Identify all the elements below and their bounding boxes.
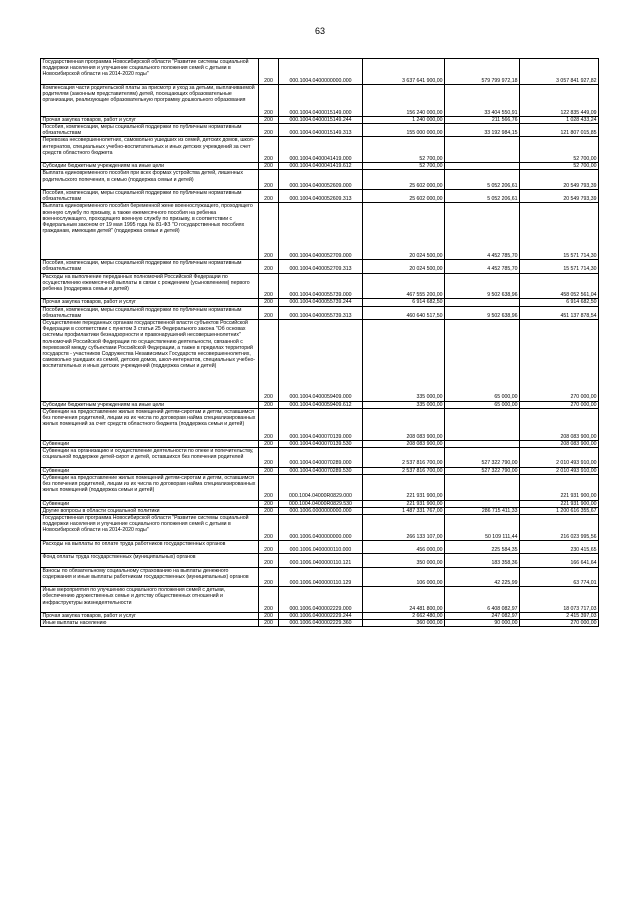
row-name-cell: Пособия, компенсации, меры социальной поддержки по публичным нормативным обязательствам <box>41 306 259 319</box>
row-name-cell: Перевозка несовершеннолетних, самовольно ушедших из семей, детских домов, школ-интернатов, специальных учебно-воспитательных и иных детских учреждений за счет средств областного бюджета <box>41 137 259 163</box>
row-executed-cell: 286 715 411,33 <box>445 507 520 514</box>
row-approved-cell: 20 024 500,00 <box>363 203 445 260</box>
row-budget-code-cell: 000.1004.04000R0829.530 <box>279 500 363 507</box>
row-name-cell: Иные выплаты населению <box>41 620 259 627</box>
table-row <box>41 467 599 474</box>
row-unexecuted-cell: 451 137 878,54 <box>520 306 599 319</box>
budget-execution-table <box>40 58 599 627</box>
row-budget-code-cell: 000.1006.0400000110.121 <box>279 554 363 567</box>
table-row <box>41 190 599 203</box>
row-approved-cell: 155 000 000,00 <box>363 124 445 137</box>
row-name-cell: Субвенции <box>41 467 259 474</box>
row-budget-code-cell: 000.1004.0400070139.530 <box>279 440 363 447</box>
row-executed-cell: 4 452 785,70 <box>445 203 520 260</box>
row-executed-cell: 50 109 111,44 <box>445 515 520 541</box>
row-unexecuted-cell: 1 028 433,24 <box>520 116 599 123</box>
row-budget-code-cell: 000.1004.0400055739.244 <box>279 299 363 306</box>
table-row <box>41 306 599 319</box>
row-budget-code-cell: 000.1004.0400052609.313 <box>279 190 363 203</box>
row-line-code-cell: 200 <box>259 540 279 553</box>
row-budget-code-cell: 000.1006.0400000110.000 <box>279 540 363 553</box>
row-unexecuted-cell: 6 914 682,50 <box>520 299 599 306</box>
row-executed-cell: 9 502 638,96 <box>445 273 520 299</box>
row-approved-cell: 456 000,00 <box>363 540 445 553</box>
row-name-cell: Осуществление переданных органам государственной власти субъектов Российской Федерации в соответствии с пунктом 3 статьи 25 Федерального закона "Об основах системы профилактики безнадзорности и правонарушений несовершеннолетних" полномочий Российской Федерации по осуществлению деятельности, связанной с перевозкой между субъектами Российской Федерации, а также в пределах территорий государств - участников Содружества Независимых Государств несовершеннолетних, самовольно ушедших из семей, детских домов, школ-интернатов, специальных учебно-воспитательных и иных детских учреждений (поддержка семьи и детей) <box>41 320 259 402</box>
row-budget-code-cell: 000.1004.0400070289.000 <box>279 448 363 468</box>
table-row <box>41 124 599 137</box>
table-row <box>41 448 599 468</box>
table-row <box>41 408 599 440</box>
row-approved-cell: 106 000,00 <box>363 567 445 587</box>
row-unexecuted-cell: 166 641,64 <box>520 554 599 567</box>
row-approved-cell: 221 931 900,00 <box>363 474 445 500</box>
row-line-code-cell: 200 <box>259 507 279 514</box>
row-approved-cell: 335 000,00 <box>363 320 445 402</box>
row-unexecuted-cell: 270 000,00 <box>520 401 599 408</box>
row-unexecuted-cell: 208 083 900,00 <box>520 440 599 447</box>
row-executed-cell: 183 358,36 <box>445 554 520 567</box>
row-approved-cell: 467 555 200,00 <box>363 273 445 299</box>
row-budget-code-cell: 000.1004.0400052709.000 <box>279 203 363 260</box>
row-approved-cell: 266 133 107,00 <box>363 515 445 541</box>
row-name-cell: Субвенции на предоставление жилых помещений детям-сиротам и детям, оставшимся без попечения родителей, лицам из их числа по договорам найма специализированных жилых помещений за счет средств областного бюджета (поддержка семьи и детей) <box>41 408 259 440</box>
row-line-code-cell: 200 <box>259 163 279 170</box>
row-approved-cell: 52 700,00 <box>363 163 445 170</box>
row-executed-cell <box>445 440 520 447</box>
row-name-cell: Другие вопросы в области социальной политики <box>41 507 259 514</box>
row-budget-code-cell: 000.1004.0400052609.000 <box>279 170 363 190</box>
row-budget-code-cell: 000.1004.0400015149.000 <box>279 84 363 116</box>
row-name-cell: Выплата единовременного пособия беременной жене военнослужащего, проходящего военную службу по призыву, а также ежемесячного пособия на ребенка военнослужащего, проходящего военную службу по призыву, в соответствии с Федеральным законом от 19 мая 1995 года № 81-ФЗ "О государственных пособиях гражданам, имеющим детей" (поддержка семьи и детей) <box>41 203 259 260</box>
row-budget-code-cell: 000.1006.0400000110.129 <box>279 567 363 587</box>
row-executed-cell: 247 082,97 <box>445 612 520 619</box>
row-name-cell: Пособия, компенсации, меры социальной поддержки по публичным нормативным обязательствам <box>41 190 259 203</box>
row-executed-cell: 33 192 984,15 <box>445 124 520 137</box>
row-line-code-cell: 200 <box>259 203 279 260</box>
row-budget-code-cell: 000.1004.0400052709.313 <box>279 260 363 273</box>
row-approved-cell: 335 000,00 <box>363 401 445 408</box>
row-name-cell: Фонд оплаты труда государственных (муниципальных) органов <box>41 554 259 567</box>
row-line-code-cell: 200 <box>259 260 279 273</box>
row-approved-cell: 208 083 900,00 <box>363 408 445 440</box>
table-row <box>41 163 599 170</box>
page-number: 63 <box>314 26 325 36</box>
row-approved-cell: 20 024 500,00 <box>363 260 445 273</box>
row-executed-cell: 65 000,00 <box>445 401 520 408</box>
row-unexecuted-cell: 20 549 793,39 <box>520 170 599 190</box>
row-budget-code-cell: 000.1006.0000000000.000 <box>279 507 363 514</box>
table-row <box>41 587 599 613</box>
row-executed-cell: 579 799 972,18 <box>445 59 520 85</box>
row-line-code-cell: 200 <box>259 587 279 613</box>
row-executed-cell: 33 404 550,91 <box>445 84 520 116</box>
row-executed-cell <box>445 137 520 163</box>
table-row <box>41 84 599 116</box>
row-executed-cell: 4 452 785,70 <box>445 260 520 273</box>
row-approved-cell: 2 537 816 700,00 <box>363 467 445 474</box>
row-approved-cell: 156 240 000,00 <box>363 84 445 116</box>
row-name-cell: Расходы на выплаты по оплате труда работников государственных органов <box>41 540 259 553</box>
row-unexecuted-cell: 15 571 714,30 <box>520 260 599 273</box>
row-executed-cell: 6 408 082,97 <box>445 587 520 613</box>
row-executed-cell: 527 322 790,00 <box>445 448 520 468</box>
row-approved-cell: 52 700,00 <box>363 137 445 163</box>
row-executed-cell <box>445 474 520 500</box>
row-approved-cell: 221 931 900,00 <box>363 500 445 507</box>
row-unexecuted-cell: 2 010 493 910,00 <box>520 448 599 468</box>
row-line-code-cell: 200 <box>259 474 279 500</box>
row-approved-cell: 208 083 900,00 <box>363 440 445 447</box>
row-unexecuted-cell: 1 200 616 355,67 <box>520 507 599 514</box>
row-name-cell: Государственная программа Новосибирской области "Развитие системы социальной поддержки населения и улучшение социального положения семей с детьми в Новосибирской области на 2014-2020 годы" <box>41 515 259 541</box>
row-line-code-cell: 200 <box>259 500 279 507</box>
row-budget-code-cell: 000.1004.0400015149.313 <box>279 124 363 137</box>
table-row <box>41 273 599 299</box>
row-unexecuted-cell: 20 549 793,39 <box>520 190 599 203</box>
row-line-code-cell: 200 <box>259 554 279 567</box>
row-budget-code-cell: 000.1006.0400002229.000 <box>279 587 363 613</box>
row-name-cell: Иные мероприятия по улучшению социального положения семей с детьми, обеспечению дружественных семье и детству общественных отношений и инфраструктуры жизнедеятельности <box>41 587 259 613</box>
table-row <box>41 440 599 447</box>
row-unexecuted-cell: 270 000,00 <box>520 620 599 627</box>
row-name-cell: Субвенции <box>41 440 259 447</box>
row-executed-cell: 90 000,00 <box>445 620 520 627</box>
row-budget-code-cell: 000.1004.0400055739.313 <box>279 306 363 319</box>
row-unexecuted-cell: 121 807 015,85 <box>520 124 599 137</box>
row-name-cell: Компенсация части родительской платы за присмотр и уход за детьми, выплачиваемой родителям (законным представителям) детей, посещающих образовательные организации, реализующие образовательную программу дошкольного образования <box>41 84 259 116</box>
row-unexecuted-cell: 221 931 900,00 <box>520 474 599 500</box>
row-budget-code-cell: 000.1004.0400070139.000 <box>279 408 363 440</box>
table-row <box>41 170 599 190</box>
row-name-cell: Субвенции на организацию и осуществление деятельности по опеке и попечительству, социальной поддержке детей-сирот и детей, оставшихся без попечения родителей <box>41 448 259 468</box>
row-line-code-cell: 200 <box>259 116 279 123</box>
row-approved-cell: 6 914 682,50 <box>363 299 445 306</box>
row-budget-code-cell: 000.1004.0400041419.000 <box>279 137 363 163</box>
table-row <box>41 203 599 260</box>
row-budget-code-cell: 000.1006.0400002229.360 <box>279 620 363 627</box>
row-name-cell: Взносы по обязательному социальному страхованию на выплаты денежного содержания и иные выплаты работникам государственных (муниципальных) органов <box>41 567 259 587</box>
table-row <box>41 59 599 85</box>
table-row <box>41 515 599 541</box>
table-row <box>41 620 599 627</box>
row-unexecuted-cell: 3 057 841 927,82 <box>520 59 599 85</box>
row-name-cell: Прочая закупка товаров, работ и услуг <box>41 612 259 619</box>
row-approved-cell: 2 537 816 700,00 <box>363 448 445 468</box>
row-executed-cell: 9 502 638,96 <box>445 306 520 319</box>
table-row <box>41 540 599 553</box>
row-approved-cell: 460 640 517,50 <box>363 306 445 319</box>
row-unexecuted-cell: 63 774,01 <box>520 567 599 587</box>
table-row <box>41 260 599 273</box>
row-executed-cell: 5 052 206,61 <box>445 190 520 203</box>
row-approved-cell: 350 000,00 <box>363 554 445 567</box>
row-budget-code-cell: 000.1004.0400055739.000 <box>279 273 363 299</box>
row-line-code-cell: 200 <box>259 320 279 402</box>
row-unexecuted-cell: 2 010 493 910,00 <box>520 467 599 474</box>
row-line-code-cell: 200 <box>259 620 279 627</box>
row-executed-cell: 42 225,99 <box>445 567 520 587</box>
row-name-cell: Прочая закупка товаров, работ и услуг <box>41 299 259 306</box>
table-row <box>41 554 599 567</box>
row-line-code-cell: 200 <box>259 401 279 408</box>
row-executed-cell <box>445 500 520 507</box>
table-row <box>41 299 599 306</box>
row-name-cell: Выплата единовременного пособия при всех формах устройства детей, лишенных родительского попечения, в семью (поддержка семьи и детей) <box>41 170 259 190</box>
row-budget-code-cell: 000.1006.0400002229.244 <box>279 612 363 619</box>
table-row <box>41 474 599 500</box>
row-name-cell: Государственная программа Новосибирской области "Развитие системы социальной поддержки населения и улучшение социального положения семей с детьми в Новосибирской области на 2014-2020 годы" <box>41 59 259 85</box>
table-row <box>41 612 599 619</box>
row-executed-cell: 527 322 790,00 <box>445 467 520 474</box>
row-line-code-cell: 200 <box>259 273 279 299</box>
row-executed-cell <box>445 163 520 170</box>
row-budget-code-cell: 000.1004.04000R0829.000 <box>279 474 363 500</box>
row-executed-cell: 211 566,76 <box>445 116 520 123</box>
row-name-cell: Прочая закупка товаров, работ и услуг <box>41 116 259 123</box>
table-row <box>41 401 599 408</box>
row-name-cell: Пособия, компенсации, меры социальной поддержки по публичным нормативным обязательствам <box>41 260 259 273</box>
row-line-code-cell: 200 <box>259 84 279 116</box>
row-unexecuted-cell: 208 083 900,00 <box>520 408 599 440</box>
row-budget-code-cell: 000.1004.0400070289.530 <box>279 467 363 474</box>
row-executed-cell: 225 584,35 <box>445 540 520 553</box>
table-row <box>41 500 599 507</box>
row-name-cell: Субвенции <box>41 500 259 507</box>
row-line-code-cell: 200 <box>259 59 279 85</box>
row-approved-cell: 3 637 641 900,00 <box>363 59 445 85</box>
row-budget-code-cell: 000.1004.0400015149.244 <box>279 116 363 123</box>
row-budget-code-cell: 000.1004.0400000000.000 <box>279 59 363 85</box>
row-unexecuted-cell: 15 571 714,30 <box>520 203 599 260</box>
row-line-code-cell: 200 <box>259 612 279 619</box>
table-row <box>41 320 599 402</box>
row-unexecuted-cell: 270 000,00 <box>520 320 599 402</box>
row-unexecuted-cell: 18 073 717,03 <box>520 587 599 613</box>
row-line-code-cell: 200 <box>259 408 279 440</box>
row-line-code-cell: 200 <box>259 137 279 163</box>
row-line-code-cell: 200 <box>259 515 279 541</box>
row-name-cell: Субсидии бюджетным учреждениям на иные цели <box>41 401 259 408</box>
row-line-code-cell: 200 <box>259 440 279 447</box>
row-line-code-cell: 200 <box>259 306 279 319</box>
row-budget-code-cell: 000.1006.0400000000.000 <box>279 515 363 541</box>
row-approved-cell: 2 662 480,00 <box>363 612 445 619</box>
row-name-cell: Субвенции на предоставление жилых помещений детям-сиротам и детям, оставшимся без попечения родителей, лицам из их числа по договорам найма специализированных жилых помещений (поддержка семьи и детей) <box>41 474 259 500</box>
row-executed-cell <box>445 408 520 440</box>
row-line-code-cell: 200 <box>259 190 279 203</box>
row-line-code-cell: 200 <box>259 567 279 587</box>
row-approved-cell: 1 240 000,00 <box>363 116 445 123</box>
row-approved-cell: 1 487 331 767,00 <box>363 507 445 514</box>
row-name-cell: Субсидии бюджетным учреждениям на иные цели <box>41 163 259 170</box>
row-unexecuted-cell: 52 700,00 <box>520 163 599 170</box>
row-approved-cell: 25 602 000,00 <box>363 190 445 203</box>
row-executed-cell <box>445 299 520 306</box>
row-line-code-cell: 200 <box>259 299 279 306</box>
row-line-code-cell: 200 <box>259 448 279 468</box>
table-row <box>41 507 599 514</box>
table-row <box>41 116 599 123</box>
row-name-cell: Пособия, компенсации, меры социальной поддержки по публичным нормативным обязательствам <box>41 124 259 137</box>
row-approved-cell: 360 000,00 <box>363 620 445 627</box>
row-line-code-cell: 200 <box>259 467 279 474</box>
row-approved-cell: 25 602 000,00 <box>363 170 445 190</box>
row-budget-code-cell: 000.1004.0400041419.612 <box>279 163 363 170</box>
row-unexecuted-cell: 230 415,65 <box>520 540 599 553</box>
row-budget-code-cell: 000.1004.0400059409.612 <box>279 401 363 408</box>
table-row <box>41 137 599 163</box>
row-approved-cell: 24 481 800,00 <box>363 587 445 613</box>
table-row <box>41 567 599 587</box>
row-unexecuted-cell: 458 052 561,04 <box>520 273 599 299</box>
row-budget-code-cell: 000.1004.0400059409.000 <box>279 320 363 402</box>
row-unexecuted-cell: 122 835 449,09 <box>520 84 599 116</box>
row-unexecuted-cell: 216 023 995,56 <box>520 515 599 541</box>
row-executed-cell: 5 052 206,61 <box>445 170 520 190</box>
row-line-code-cell: 200 <box>259 170 279 190</box>
row-name-cell: Расходы на выполнение переданных полномочий Российской Федерации по осуществлению ежемесячной выплаты в связи с рождением (усыновлением) первого ребенка (поддержка семьи и детей) <box>41 273 259 299</box>
row-unexecuted-cell: 52 700,00 <box>520 137 599 163</box>
row-line-code-cell: 200 <box>259 124 279 137</box>
row-unexecuted-cell: 221 931 900,00 <box>520 500 599 507</box>
row-executed-cell: 65 000,00 <box>445 320 520 402</box>
row-unexecuted-cell: 2 415 397,03 <box>520 612 599 619</box>
